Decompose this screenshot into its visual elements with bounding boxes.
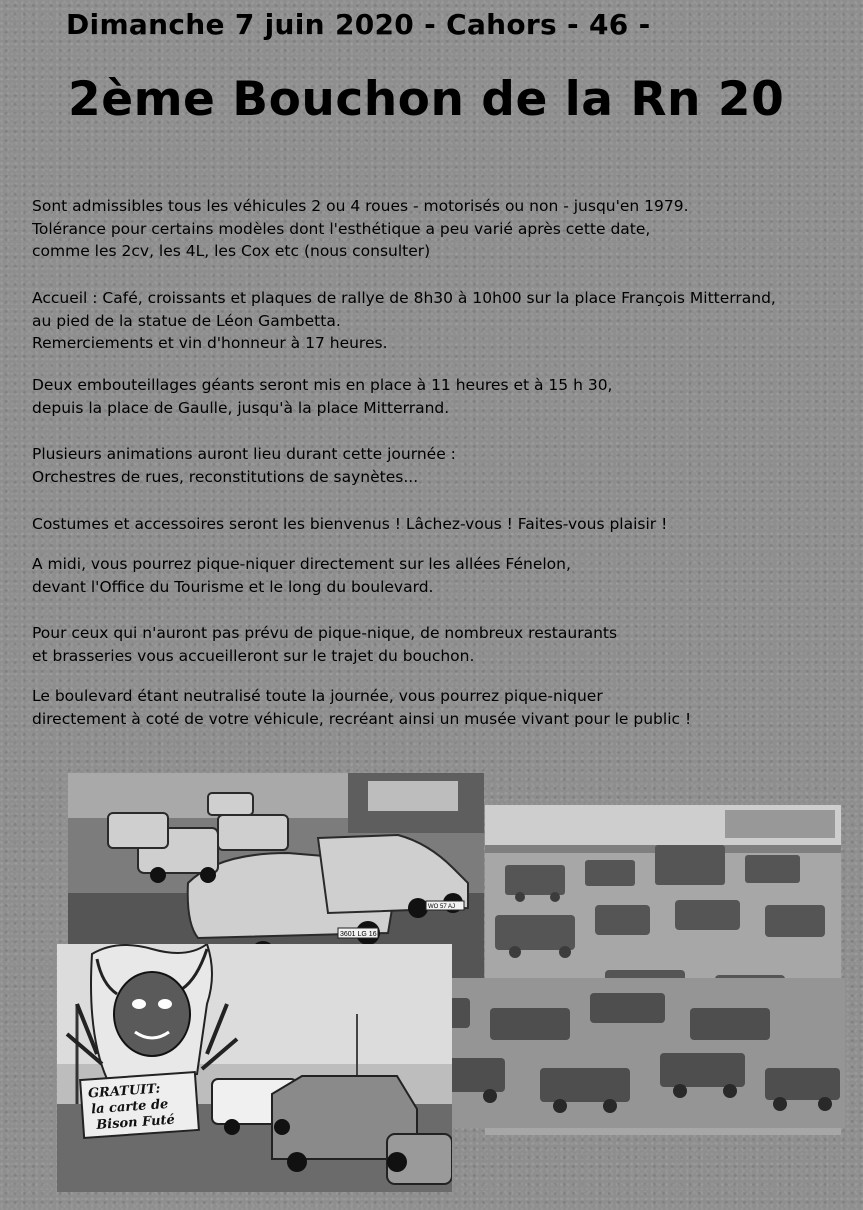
text-line: Pour ceux qui n'auront pas prévu de pique-nique, de nombreux restaurants bbox=[32, 624, 618, 642]
paragraph-picnic bbox=[32, 553, 571, 598]
paragraph-vehicles bbox=[32, 195, 689, 263]
photo-bison-fute bbox=[57, 944, 452, 1192]
text-line: Orchestres de rues, reconstitutions de saynètes... bbox=[32, 467, 419, 486]
text-line: depuis la place de Gaulle, jusqu'à la place Mitterrand. bbox=[32, 398, 450, 417]
text-line: Deux embouteillages géants seront mis en place à 11 heures et à 15 h 30, bbox=[32, 376, 613, 394]
paragraph-boulevard bbox=[32, 685, 691, 730]
page-title: 2ème Bouchon de la Rn 20 bbox=[68, 72, 785, 127]
text-line: devant l'Office du Tourisme et le long du boulevard. bbox=[32, 577, 434, 596]
paragraph-welcome bbox=[32, 287, 776, 355]
text-line: comme les 2cv, les 4L, les Cox etc (nous consulter) bbox=[32, 242, 431, 260]
text-line: Tolérance pour certains modèles dont l'esthétique a peu varié après cette date, bbox=[32, 219, 651, 238]
text-line: Le boulevard étant neutralisé toute la journée, vous pourrez pique-niquer bbox=[32, 687, 603, 705]
sign-text-3: Bison Futé bbox=[95, 1112, 176, 1134]
paragraph-animations bbox=[32, 443, 456, 488]
text-line: directement à coté de votre véhicule, recréant ainsi un musée vivant pour le public ! bbox=[32, 709, 692, 728]
paragraph-traffic-jams bbox=[32, 374, 613, 419]
text-line: A midi, vous pourrez pique-niquer directement sur les allées Fénelon, bbox=[32, 555, 571, 573]
license-plate-2: WO 57 AJ bbox=[428, 904, 456, 910]
text-line: Costumes et accessoires seront les bienvenus ! Lâchez-vous ! Faites-vous plaisir ! bbox=[32, 515, 668, 533]
sign-text-2: la carte de bbox=[90, 1096, 169, 1118]
text-line: Sont admissibles tous les véhicules 2 ou 4 roues - motorisés ou non - jusqu'en 1979. bbox=[32, 197, 689, 215]
text-line: Remerciements et vin d'honneur à 17 heures. bbox=[32, 334, 388, 352]
text-line: au pied de la statue de Léon Gambetta. bbox=[32, 311, 341, 330]
text-line: et brasseries vous accueilleront sur le trajet du bouchon. bbox=[32, 646, 475, 665]
paragraph-costumes bbox=[32, 513, 667, 536]
sign-text-1: GRATUIT: bbox=[87, 1081, 161, 1102]
license-plate-1: 3601 LG 16 bbox=[340, 931, 377, 938]
date-line: Dimanche 7 juin 2020 - Cahors - 46 - bbox=[66, 8, 651, 41]
text-line: Accueil : Café, croissants et plaques de rallye de 8h30 à 10h00 sur la place François Mitterrand, bbox=[32, 289, 776, 307]
text-line: Plusieurs animations auront lieu durant cette journée : bbox=[32, 445, 456, 463]
paragraph-restaurants bbox=[32, 622, 617, 667]
